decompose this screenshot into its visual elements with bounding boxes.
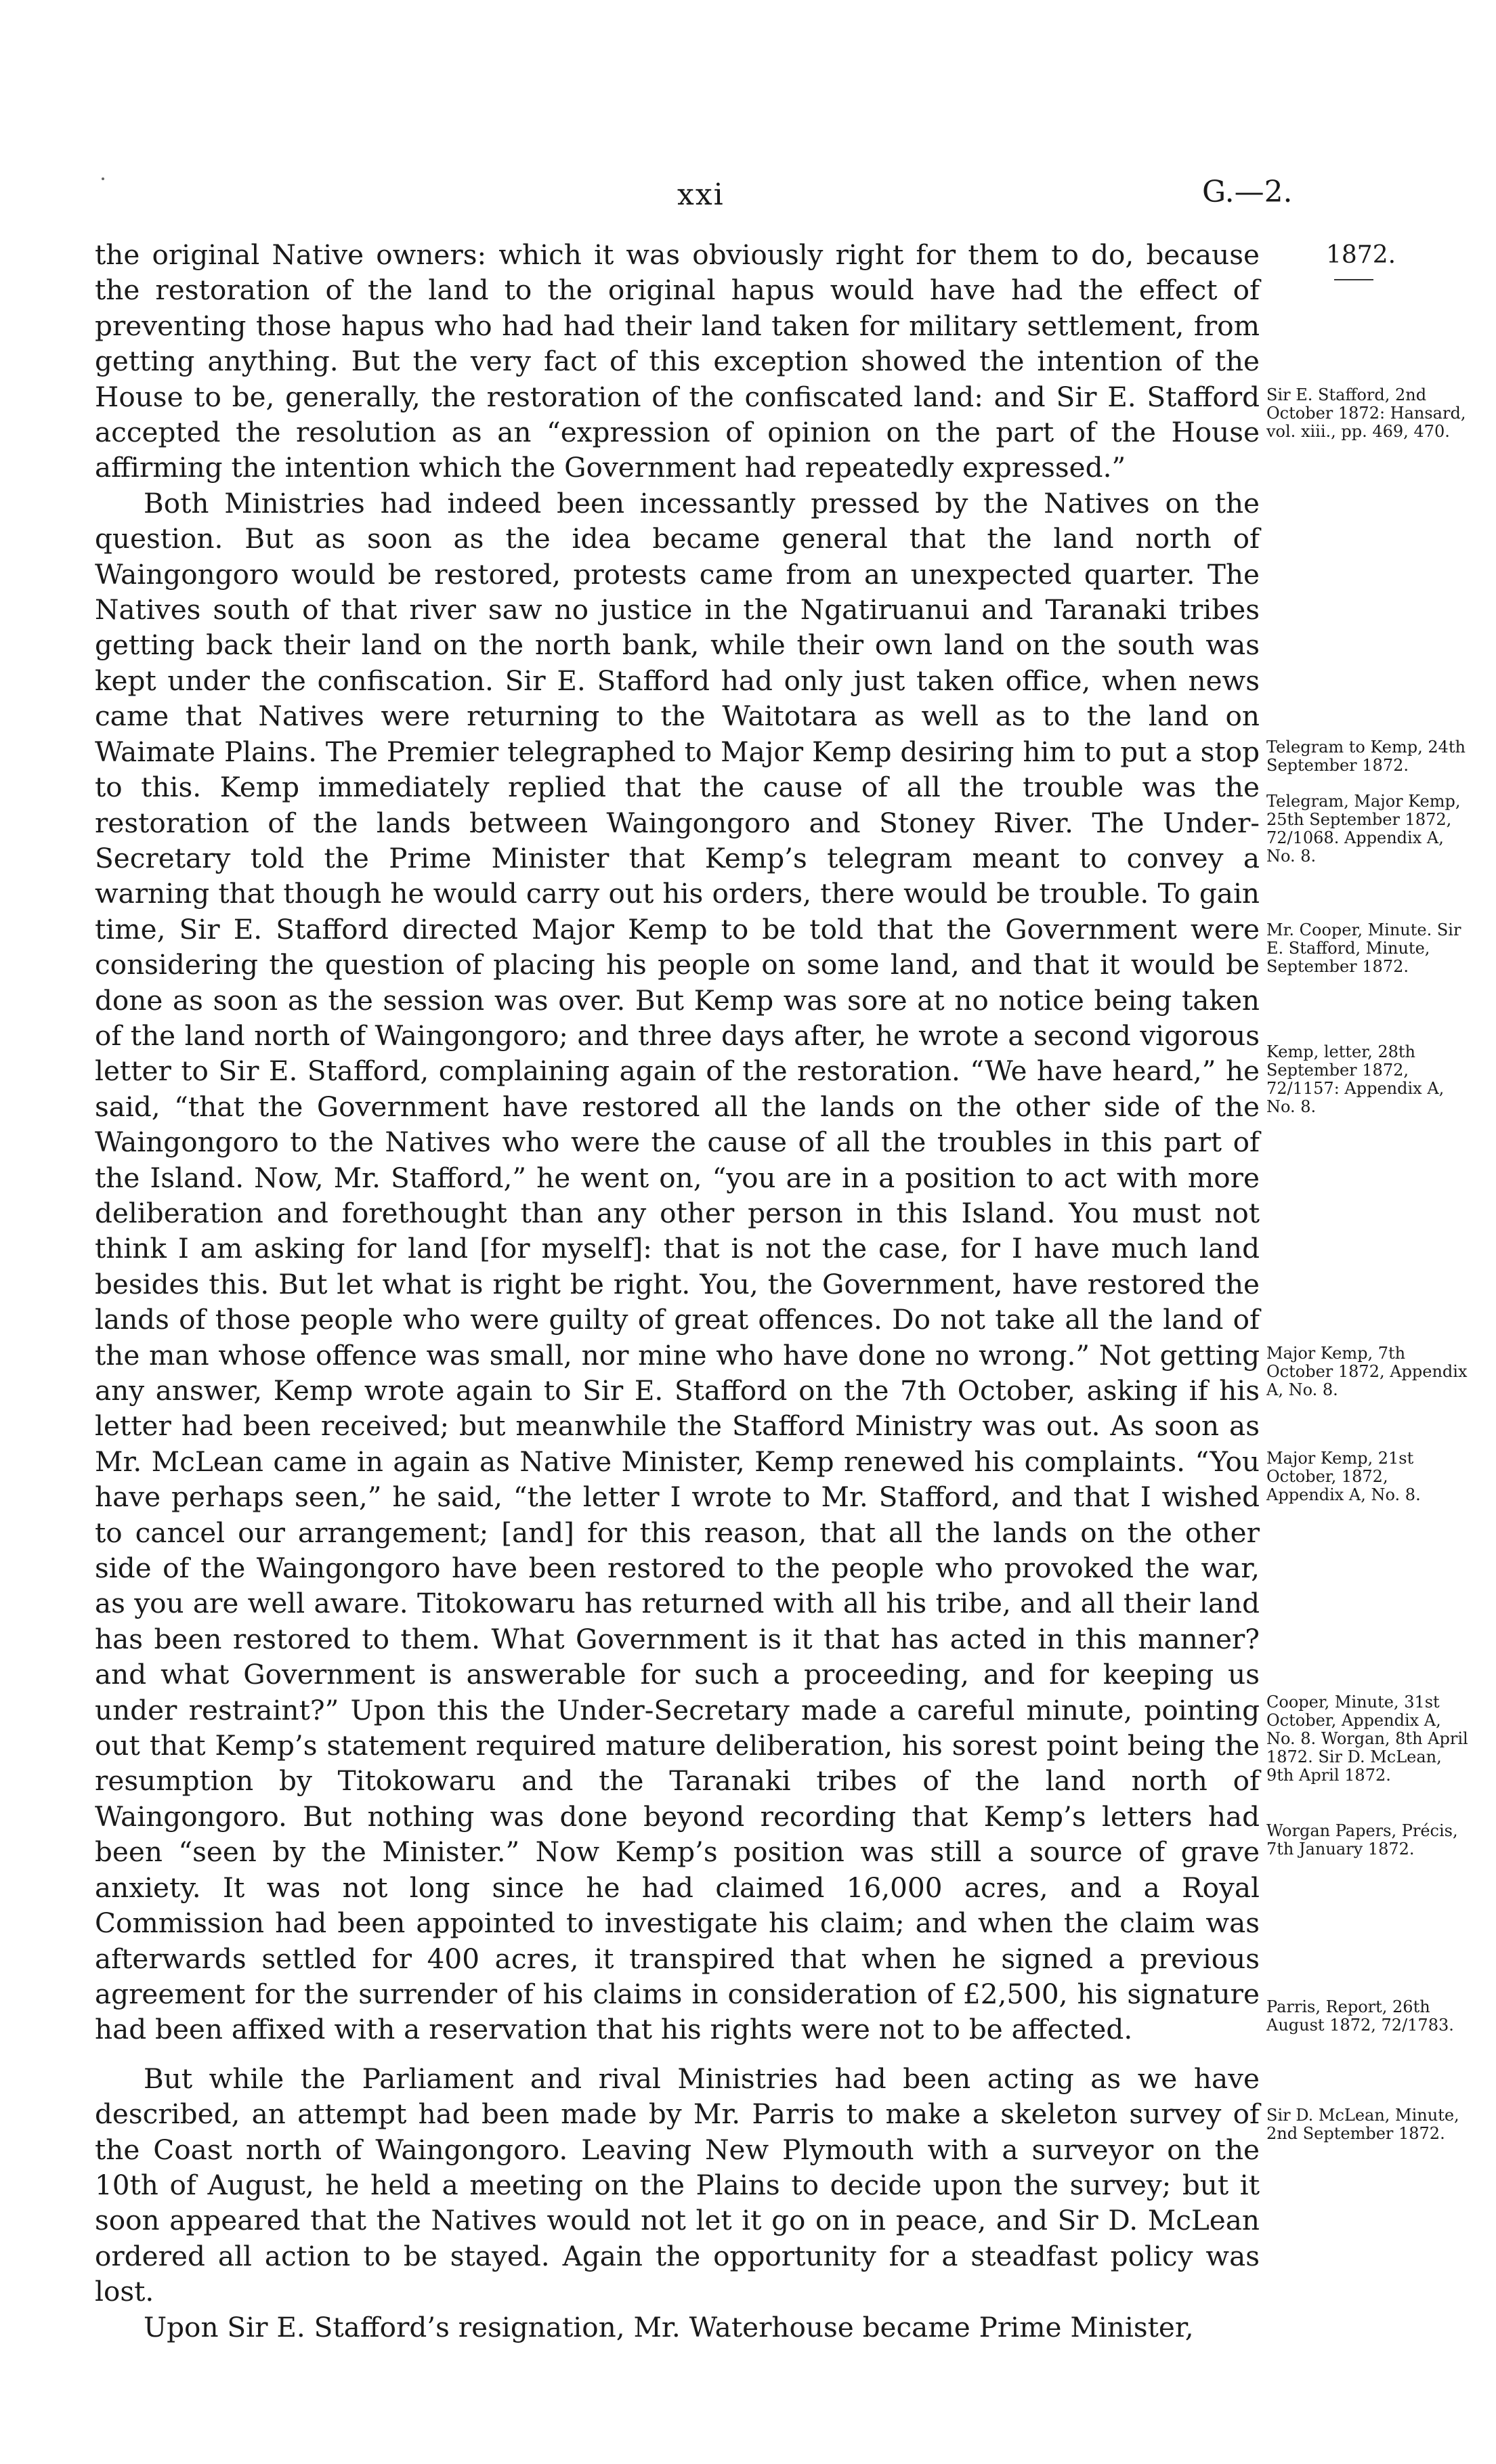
paragraph: Both Ministries had indeed been incessantly pressed by the Natives on the question. But as soon as the idea became general that the land north of Waingongoro would be restored, protests came from an unexpected quarter. The Natives south of that river saw no justice in the Ngatiruanui and Taranaki tribes getting back their land on the north bank, while their own land on the south was kept under the confiscation. Sir E. Stafford had only just taken office, when news came that Natives were returning to the Waitotara as well as to the land on Waimate Plains. The Premier telegraphed to Major Kemp desiring him to put a stop to this. Kemp immediately replied that the cause of all the trouble was the restoration of the lands between Waingongoro and Stoney River. The Under-Secretary told the Prime Minister that Kemp’s telegram meant to convey a warning that though he would carry out his orders, there would be trouble. To gain time, Sir E. Stafford directed Major Kemp to be told that the Government were considering the question of placing his people on some land, and that it would be done as soon as the session was over. But Kemp was sore at no notice being taken of the land north of Waingongoro; and three days after, he wrote a second vigorous letter to Sir E. Stafford, complaining again of the restoration. “We have heard,” he said, “that the Government have restored all the lands on the other side of the Waingongoro to the Natives who were the cause of all the troubles in this part of the Island. Now, Mr. Stafford,” he went on, “you are in a position to act with more deliberation and forethought than any other person in this Island. You must not think I am asking for land [for myself]: that is not the case, for I have much land besides this. But let what is right be right. You, the Government, have restored the lands of those people who were guilty of great offences. Do not take all the land of the man whose offence was small, nor mine who have done no wrong.” Not getting any answer, Kemp wrote again to Sir E. Stafford on the 7th October, asking if his letter had been received; but meanwhile the Stafford Ministry was out. As soon as Mr. McLean came in again as Native Minister, Kemp renewed his complaints. “You have perhaps seen,” he said, “the letter I wrote to Mr. Stafford, and that I wished to cancel our arrangement; [and] for this reason, that all the lands on the other side of the Waingongoro have been restored to the people who provoked the war, as you are well aware. Titokowaru has returned with all his tribe, and all their land has been restored to them. What Government is it that has acted in this manner? and what Government is answerable for such a proceeding, and for keeping us under restraint?” Upon this the Under-Secretary made a careful minute, pointing out that Kemp’s statement required mature deliberation, his sorest point being the resumption by Titokowaru and the Taranaki tribes of the land north of Waingongoro. But nothing was done beyond recording that Kemp’s letters had been “seen by the Minister.” Now Kemp’s position was still a source of grave anxiety. It was not long since he had claimed 16,000 acres, and a Royal Commission had been appointed to investigate his claim; and when the claim was afterwards settled for 400 acres, it transpired that when he signed a previous agreement for the surrender of his claims in consideration of £2,500, his signature had been affixed with a reservation that his rights were not to be affected.	[95, 486, 1260, 2046]
margin-note: Worgan Papers, Précis, 7th January 1872.	[1266, 1821, 1458, 1858]
margin-note: Major Kemp, 7th October 1872, Appendix A, No. 8.	[1266, 1344, 1468, 1399]
page-speck	[102, 177, 104, 180]
margin-note: Cooper, Minute, 31st October, Appendix A, No. 8. Worgan, 8th April 1872. Sir D. McLean, 9th April 1872.	[1266, 1693, 1468, 1785]
year-rule	[1334, 279, 1373, 280]
margin-note: Telegram, Major Kemp, 25th September 1872, 72/1068. Appendix A, No. 8.	[1266, 792, 1461, 866]
paragraph: But while the Parliament and rival Ministries had been acting as we have described, an attempt had been made by Mr. Parris to make a skeleton survey of the Coast north of Waingongoro. Leaving New Plymouth with a surveyor on the 10th of August, he held a meeting on the Plains to decide upon the survey; but it soon appeared that the Natives would not let it go on in peace, and Sir D. McLean ordered all action to be stayed. Again the opportunity for a steadfast policy was lost.	[95, 2062, 1260, 2308]
page-number: xxi	[677, 177, 725, 212]
paragraph: Upon Sir E. Stafford’s resignation, Mr. Waterhouse became Prime Minister,	[144, 2310, 1194, 2343]
body-text	[95, 237, 1260, 2345]
margin-year: 1872.	[1326, 241, 1396, 269]
margin-note: Kemp, letter, 28th September 1872, 72/1157: Appendix A, No. 8.	[1266, 1042, 1445, 1116]
margin-note: Major Kemp, 21st October, 1872, Appendix A, No. 8.	[1266, 1449, 1421, 1504]
paragraph: the original Native owners: which it was obviously right for them to do, because the restoration of the land to the original hapus would have had the effect of preventing those hapus who had had their land taken for military settlement, from getting anything. But the very fact of this exception showed the intention of the House to be, generally, the restoration of the confiscated land: and Sir E. Stafford accepted the resolution as an “expression of opinion on the part of the House affirming the intention which the Government had repeatedly expressed.”	[95, 238, 1260, 484]
margin-note: Sir D. McLean, Minute, 2nd September 1872.	[1266, 2106, 1459, 2143]
margin-note: Parris, Report, 26th August 1872, 72/1783.	[1266, 1997, 1454, 2035]
margin-note: Mr. Cooper, Minute. Sir E. Stafford, Minute, September 1872.	[1266, 920, 1461, 976]
margin-note: Sir E. Stafford, 2nd October 1872: Hansard, vol. xiii., pp. 469, 470.	[1266, 385, 1466, 441]
margin-note: Telegram to Kemp, 24th September 1872.	[1266, 738, 1466, 775]
document-reference: G.—2.	[1202, 175, 1293, 209]
